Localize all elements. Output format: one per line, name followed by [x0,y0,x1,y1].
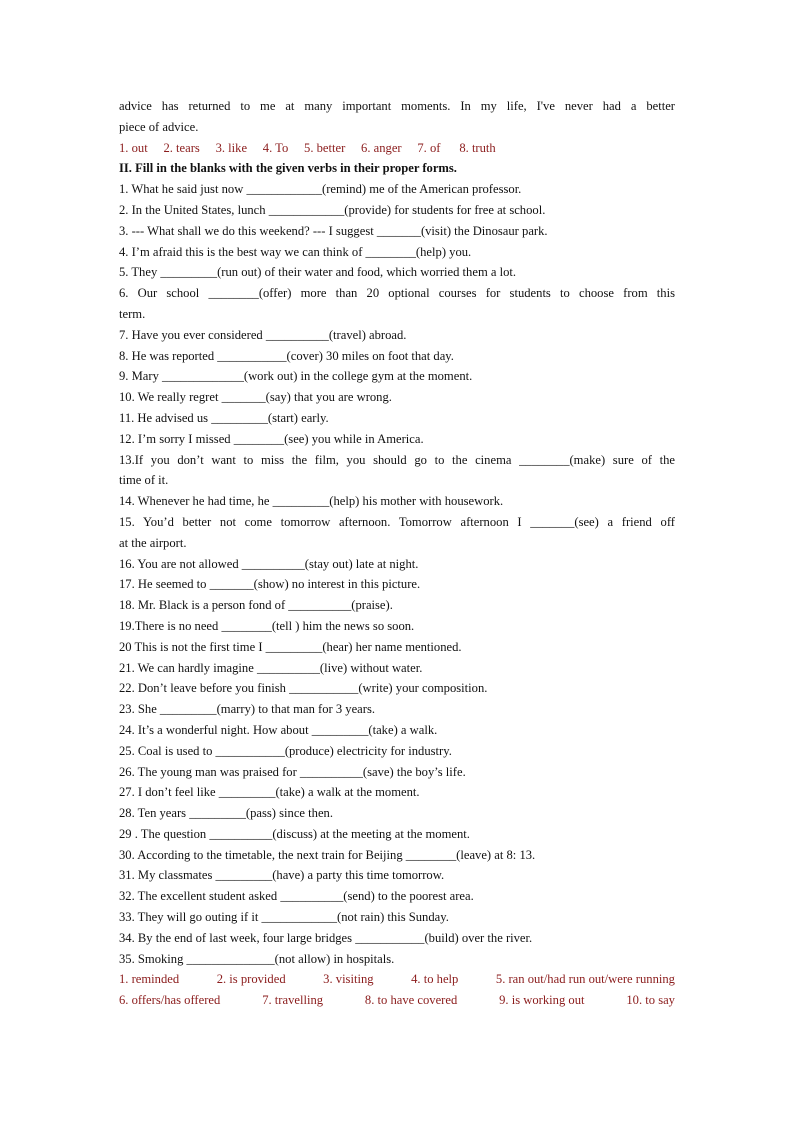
question-15: 15. You’d better not come tomorrow afternoon. Tomorrow afternoon I _______(see) a friend off [119,514,675,529]
question-25: 25. Coal is used to ___________(produce) electricity for industry. [119,743,452,758]
question-2: 2. In the United States, lunch ____________(provide) for students for free at school. [119,202,546,217]
question-3: 3. --- What shall we do this weekend? --- I suggest _______(visit) the Dinosaur park. [119,223,548,238]
answer-item: 6. offers/has offered [119,993,221,1008]
question-27: 27. I don’t feel like _________(take) a walk at the moment. [119,785,420,800]
answer-key-part1 [119,138,675,159]
answer-item: 2. tears [163,140,200,155]
question-35: 35. Smoking ______________(not allow) in hospitals. [119,951,395,966]
question-24: 24. It’s a wonderful night. How about _________(take) a walk. [119,722,438,737]
question-20: 20 This is not the first time I _________(hear) her name mentioned. [119,639,462,654]
question-4: 4. I’m afraid this is the best way we can think of ________(help) you. [119,244,472,259]
answer-item: 7. travelling [262,993,324,1008]
answer-item: 5. better [304,140,346,155]
question-26: 26. The young man was praised for __________(save) the boy’s life. [119,764,466,779]
intro-line-2: piece of advice. [119,119,199,134]
answer-item: 8. truth [459,140,496,155]
question-6-continued: term. [119,306,146,321]
answer-item: 1. out [119,140,148,155]
question-30: 30. According to the timetable, the next train for Beijing ________(leave) at 8: 13. [119,847,536,862]
answer-item: 6. anger [361,140,402,155]
question-14: 14. Whenever he had time, he _________(help) his mother with housework. [119,494,504,509]
question-5: 5. They _________(run out) of their water and food, which worried them a lot. [119,265,517,280]
question-33: 33. They will go outing if it ____________(not rain) this Sunday. [119,910,449,925]
answer-item: 7. of [417,140,441,155]
answer-item: 1. reminded [119,972,180,987]
answer-key-part2-row2 [119,990,675,1011]
question-12: 12. I’m sorry I missed ________(see) you while in America. [119,431,424,446]
question-23: 23. She _________(marry) to that man for 3 years. [119,702,376,717]
answer-item: 4. to help [411,972,459,987]
answer-item: 9. is working out [499,993,585,1008]
answer-key-part2-row1 [119,969,675,990]
answer-item: 10. to say [626,993,675,1008]
answer-item: 2. is provided [216,972,286,987]
answer-item: 5. ran out/had run out/were running [495,972,675,987]
answer-item: 4. To [262,140,289,155]
question-15-continued: at the airport. [119,535,187,550]
question-9: 9. Mary _____________(work out) in the college gym at the moment. [119,369,473,384]
question-34: 34. By the end of last week, four large bridges ___________(build) over the river. [119,930,533,945]
answer-item: 8. to have covered [364,993,458,1008]
question-17: 17. He seemed to _______(show) no interest in this picture. [119,577,421,592]
answer-item: 3. like [215,140,248,155]
question-21: 21. We can hardly imagine __________(live) without water. [119,660,423,675]
question-1: 1. What he said just now ____________(remind) me of the American professor. [119,182,522,197]
question-28: 28. Ten years _________(pass) since then. [119,806,333,821]
question-31: 31. My classmates _________(have) a party this time tomorrow. [119,868,445,883]
question-19: 19.There is no need ________(tell ) him the news so soon. [119,618,415,633]
question-22: 22. Don’t leave before you finish ___________(write) your composition. [119,681,488,696]
question-32: 32. The excellent student asked __________(send) to the poorest area. [119,889,474,904]
section-heading: II. Fill in the blanks with the given verbs in their proper forms. [119,161,457,176]
intro-line-1: advice has returned to me at many important moments. In my life, I've never had a better [119,99,675,113]
answer-item: 3. visiting [323,972,374,987]
question-11: 11. He advised us _________(start) early. [119,410,329,425]
question-8: 8. He was reported ___________(cover) 30 miles on foot that day. [119,348,454,363]
question-18: 18. Mr. Black is a person fond of __________(praise). [119,598,393,613]
question-16: 16. You are not allowed __________(stay out) late at night. [119,556,419,571]
question-13: 13.If you don’t want to miss the film, you should go to the cinema ________(make) sure of the [119,452,675,467]
question-13-continued: time of it. [119,473,169,488]
question-6: 6. Our school ________(offer) more than 20 optional courses for students to choose from this [119,286,675,301]
question-10: 10. We really regret _______(say) that you are wrong. [119,390,392,405]
question-7: 7. Have you ever considered __________(travel) abroad. [119,327,407,342]
document-page [119,96,675,1011]
question-29: 29 . The question __________(discuss) at the meeting at the moment. [119,826,470,841]
